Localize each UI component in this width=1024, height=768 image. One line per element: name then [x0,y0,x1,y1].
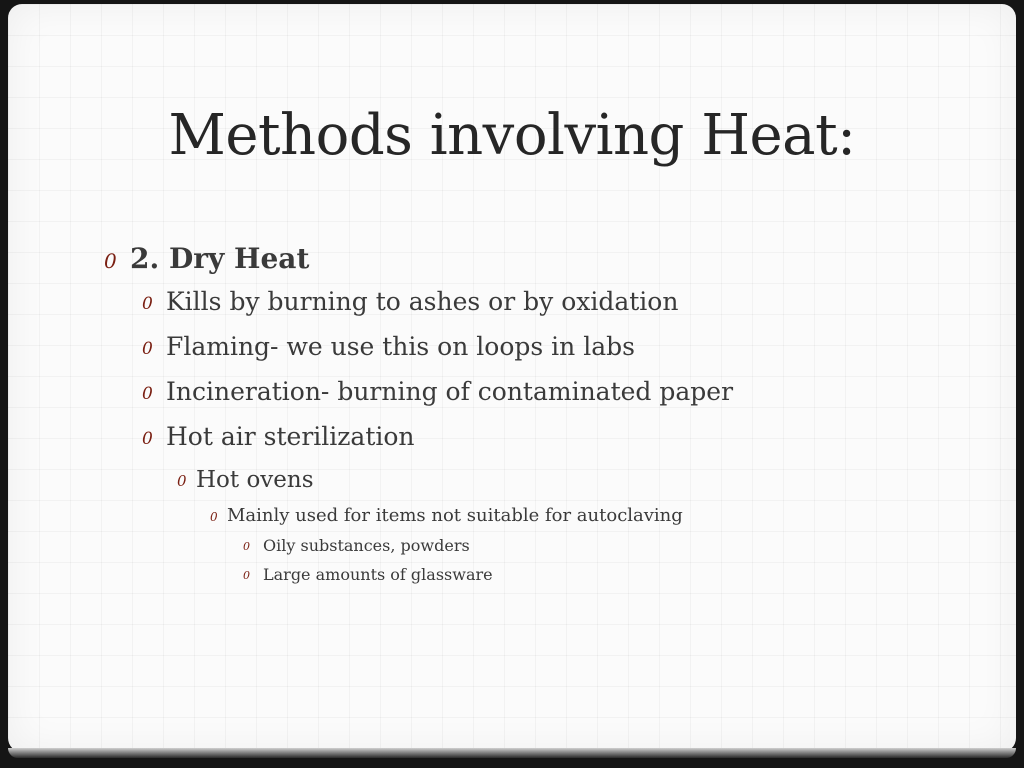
bullet-item [243,564,493,586]
slide-bottom-edge [8,748,1016,758]
slide-title: Methods involving Heat: [168,103,856,168]
bullet-marker-icon: 0 [210,510,218,524]
bullet-text: Hot air sterilization [166,422,415,451]
bullet-text: 2. Dry Heat [130,242,310,275]
bullet-marker-icon: 0 [243,540,250,553]
bullet-marker-icon: 0 [243,569,250,582]
bullet-item [104,240,310,278]
bullet-text: Incineration- burning of contaminated paper [166,377,734,406]
bullet-item [177,465,314,495]
bullet-item [142,375,734,409]
slide [8,4,1016,752]
bullet-marker-icon: 0 [104,249,117,273]
bullet-list [8,4,1016,752]
bullet-text: Kills by burning to ashes or by oxidation [166,287,679,316]
bullet-text: Flaming- we use this on loops in labs [166,332,635,361]
bullet-item [142,285,679,319]
bullet-text: Hot ovens [196,467,314,493]
bullet-item [210,504,683,528]
bullet-item [142,420,415,454]
bullet-text: Large amounts of glassware [263,565,493,584]
bullet-item [243,535,470,557]
bullet-marker-icon: 0 [142,339,153,359]
bullet-marker-icon: 0 [177,472,187,490]
bullet-text: Oily substances, powders [263,536,470,555]
bullet-item [142,330,635,364]
bullet-marker-icon: 0 [142,429,153,449]
bullet-text: Mainly used for items not suitable for autoclaving [227,505,683,526]
bullet-marker-icon: 0 [142,384,153,404]
bullet-marker-icon: 0 [142,294,153,314]
